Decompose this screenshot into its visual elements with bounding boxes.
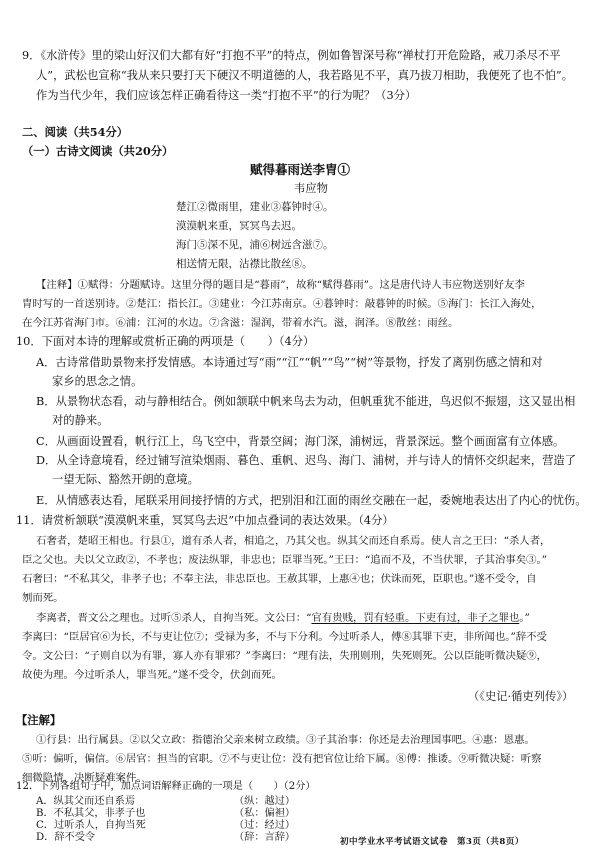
poem-note-line: 胄时写的一首送别诗。②楚江：指长江。③建业：今江苏南京。④暮钟时：敲暮钟的时候。⑤海门：长江入海处， — [22, 298, 542, 310]
passage-text: 李离者，晋文公之理也。过听⑤杀人，自拘当死。文公曰：“ — [36, 612, 312, 624]
passage-line: 石奢曰：“不私其父，非孝子也；不奉主法，非忠臣也。王赦其罪，上惠④也；伏诛而死，臣职也。”遂不受令，自 — [22, 573, 537, 585]
q12-option-b-gloss: （私：偏袒） — [234, 808, 296, 819]
q12-option-c-gloss: （过：经过） — [234, 820, 296, 831]
q9-line-1: 9．《水浒传》里的梁山好汉们大都有好“打抱不平”的特点，例如鲁智深号称“禅杖打开危险路，戒刀杀尽不平 — [22, 49, 561, 62]
q10-option-a: A．古诗常借助景物来抒发情感。本诗通过写“雨”“江”“帆”“鸟”“树”等景物，抒发了离别伤感之情和对 — [36, 356, 543, 369]
q10-option-c: C．从画面设置看，帆行江上，鸟飞空中，背景空阔；海门深，浦树远，背景深远。整个画面富有立体感。 — [36, 435, 565, 448]
passage-line: 刎而死。 — [22, 592, 64, 604]
poem-author: 韦应物 — [294, 182, 328, 195]
poem-line: 楚江②微雨里，建业③暮钟时④。 — [176, 201, 334, 213]
q12-option-b: B．不私其父，非孝子也 — [36, 808, 146, 819]
section-heading: 二、阅读（共54分） — [22, 125, 129, 139]
passage-line: 臣之父也。夫以父立政②，不孝也；废法纵罪，非忠也；臣罪当死。”王曰：“追而不及，不当伏罪，子其治事矣③。” — [22, 554, 548, 566]
q12-option-a: A．纵其父而还自系焉 — [36, 796, 136, 807]
q12-option-d-gloss: （辞：言辞） — [234, 832, 296, 843]
poem-note-line: 在今江苏省海门市。⑥浦：江河的水边。⑦含滋：湿润，带着水汽。滋，润泽。⑧散丝：雨丝。 — [22, 317, 459, 329]
q10-stem: 10．下面对本诗的理解或赏析正确的两项是（ ）（4分） — [16, 335, 315, 348]
poem-line: 漠漠帆来重，冥冥鸟去迟。 — [176, 220, 302, 232]
notes-line: ①行县：出行属县。②以父立政：指德治父亲来树立政绩。③子其治事：你还是去治理国事吧。④惠：恩惠。 — [36, 734, 535, 746]
passage-source: （《史记·循吏列传》） — [468, 690, 574, 703]
q10-option-d: D．从全诗意境看，经过铺写渲染烟雨、暮色、重帆、迟鸟、海门、浦树，并与诗人的情怀交织起来，营造了 — [36, 454, 577, 467]
q9-line-2: 人”，武松也宣称“我从来只要打天下硬汉不明道德的人，我若路见不平，真乃拔刀相助，我便死了也不怕”。 — [36, 69, 573, 82]
poem-line: 海门⑤深不见，浦⑥树远含滋⑦。 — [176, 239, 334, 251]
q12-option-d: D．辞不受令 — [36, 832, 96, 843]
passage-line: 李离曰：“臣居官⑥为长，不与吏让位⑦；受禄为多，不与下分利。今过听杀人，傅⑧其罪下吏，非所闻也。”辞不受 — [22, 631, 547, 643]
passage-line — [36, 610, 530, 626]
passage-text: 。” — [519, 612, 530, 624]
passage-line: 石奢者，楚昭王相也。行县①，道有杀人者，相追之，乃其父也。纵其父而还自系焉。使人言之王曰：“杀人者， — [36, 535, 551, 547]
passage-line: 故使为理。今过听杀人，罪当死。”遂不受令，伏剑而死。 — [22, 669, 282, 681]
poem-note-line: 【注释】①赋得：分题赋诗。这里分得的题目是“暮雨”，故称“赋得暮雨”。这是唐代诗人韦应物送别好友李 — [36, 279, 525, 291]
poem-title: 赋得暮雨送李胄① — [250, 162, 351, 177]
q10-option-a-cont: 家乡的思念之情。 — [52, 375, 143, 388]
q12-option-a-gloss: （纵：越过） — [234, 796, 296, 807]
subsection-heading: （一）古诗文阅读（共20分） — [22, 144, 174, 158]
poem-line: 相送情无限，沾襟比散丝⑧。 — [176, 258, 313, 270]
notes-heading: 【注解】 — [16, 713, 62, 727]
underlined-sentence: 官有贵贱，罚有轻重。下吏有过，非子之罪也 — [311, 612, 520, 624]
q12-stem: 12．下列各组句子中，加点词语解释正确的一项是（ ）（2分） — [16, 781, 316, 792]
q10-option-b: B．从景物状态看，动与静相结合。例如颔联中帆来鸟去为动，但帆重犹不能进，鸟迟似不振翅，这又显出相 — [36, 395, 576, 408]
passage-line: 令。文公曰：“子则自以为有罪，寡人亦有罪邪？”李离曰：“理有法，失刑则刑，失死则死。公以臣能听微决疑⑨， — [22, 650, 548, 662]
notes-line: ⑤听：偏听，偏信。⑥居官：担当的官职。⑦不与吏让位：没有把官位让给下属。⑧傅：推诿。⑨听微决疑：听察 — [22, 753, 542, 765]
q10-option-d-cont: 一望无际、豁然开朗的意境。 — [52, 473, 199, 486]
notes-line: 细微隐情，决断疑难案件。 — [22, 772, 147, 784]
q10-option-b-cont: 对的静来。 — [52, 414, 109, 427]
page-footer: 初中学业水平考试语文试卷 第3页（共8页） — [340, 837, 524, 847]
q9-line-3: 作为当代少年，我们应该怎样正确看待这一类“打抱不平”的行为呢？（3分） — [36, 89, 417, 102]
q11-stem: 11．请赏析颔联“漠漠帆来重，冥冥鸟去迟”中加点叠词的表达效果。（4分） — [16, 514, 394, 527]
q10-option-e: E．从情感表达看，尾联采用间接抒情的方式，把别泪和江面的雨丝交融在一起，委婉地表达出了内心的忧伤。 — [36, 494, 587, 507]
q12-option-c: C．过听杀人，自拘当死 — [36, 820, 146, 831]
